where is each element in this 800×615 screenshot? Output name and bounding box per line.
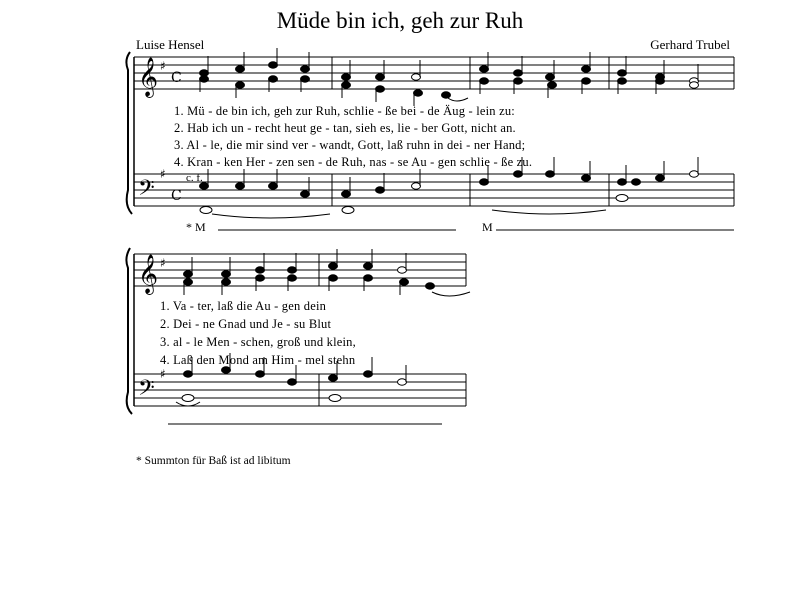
verse-4-line-1: 4. Kran - ken Her - zen sen - de Ruh, nas - se Au - gen schlie - ße zu. bbox=[174, 155, 533, 169]
verse-1-line-2: 1. Va - ter, laß die Au - gen dein bbox=[160, 299, 327, 313]
bass-clef-icon: 𝄢 bbox=[138, 176, 155, 206]
svg-text:C: C bbox=[171, 70, 182, 86]
verse-3-line-1: 3. Al - le, die mir sind ver - wandt, Gott, laß ruhn in dei - ner Hand; bbox=[174, 138, 526, 152]
bass-staff-2 bbox=[134, 374, 466, 406]
composer-credit: Gerhard Trubel bbox=[650, 37, 730, 52]
lyricist-credit: Luise Hensel bbox=[136, 37, 205, 52]
treble-clef-icon: 𝄞 bbox=[138, 57, 159, 97]
svg-text:C: C bbox=[171, 188, 182, 204]
treble-staff-1 bbox=[134, 57, 734, 89]
verse-2-line-2: 2. Dei - ne Gnad und Je - su Blut bbox=[160, 317, 332, 331]
svg-text:♯: ♯ bbox=[160, 59, 166, 73]
svg-text:♯: ♯ bbox=[160, 256, 166, 270]
svg-text:♯: ♯ bbox=[160, 167, 166, 181]
cantus-firmus-marking: c. f. bbox=[186, 172, 203, 184]
svg-text:𝄞: 𝄞 bbox=[138, 254, 159, 294]
verse-2-line-1: 2. Hab ich un - recht heut ge - tan, sieh es, lie - ber Gott, nicht an. bbox=[174, 121, 516, 135]
notes-system2-treble bbox=[184, 249, 435, 295]
drone-marker-2: M bbox=[482, 220, 493, 234]
verse-1-line-1: 1. Mü - de bin ich, geh zur Ruh, schlie - ße bei - de Äug - lein zu: bbox=[174, 104, 515, 118]
drone-marker: * M bbox=[186, 220, 206, 234]
svg-text:𝄢: 𝄢 bbox=[138, 376, 155, 406]
verse-3-line-2: 3. al - le Men - schen, groß und klein, bbox=[160, 335, 356, 349]
bass-staff-1 bbox=[134, 174, 734, 206]
svg-text:♯: ♯ bbox=[160, 367, 166, 381]
footnote: * Summton für Baß ist ad libitum bbox=[136, 455, 291, 467]
song-title: Müde bin ich, geh zur Ruh bbox=[276, 8, 524, 33]
verse-4-line-2: 4. Laß den Mond am Him - mel stehn bbox=[160, 353, 356, 367]
